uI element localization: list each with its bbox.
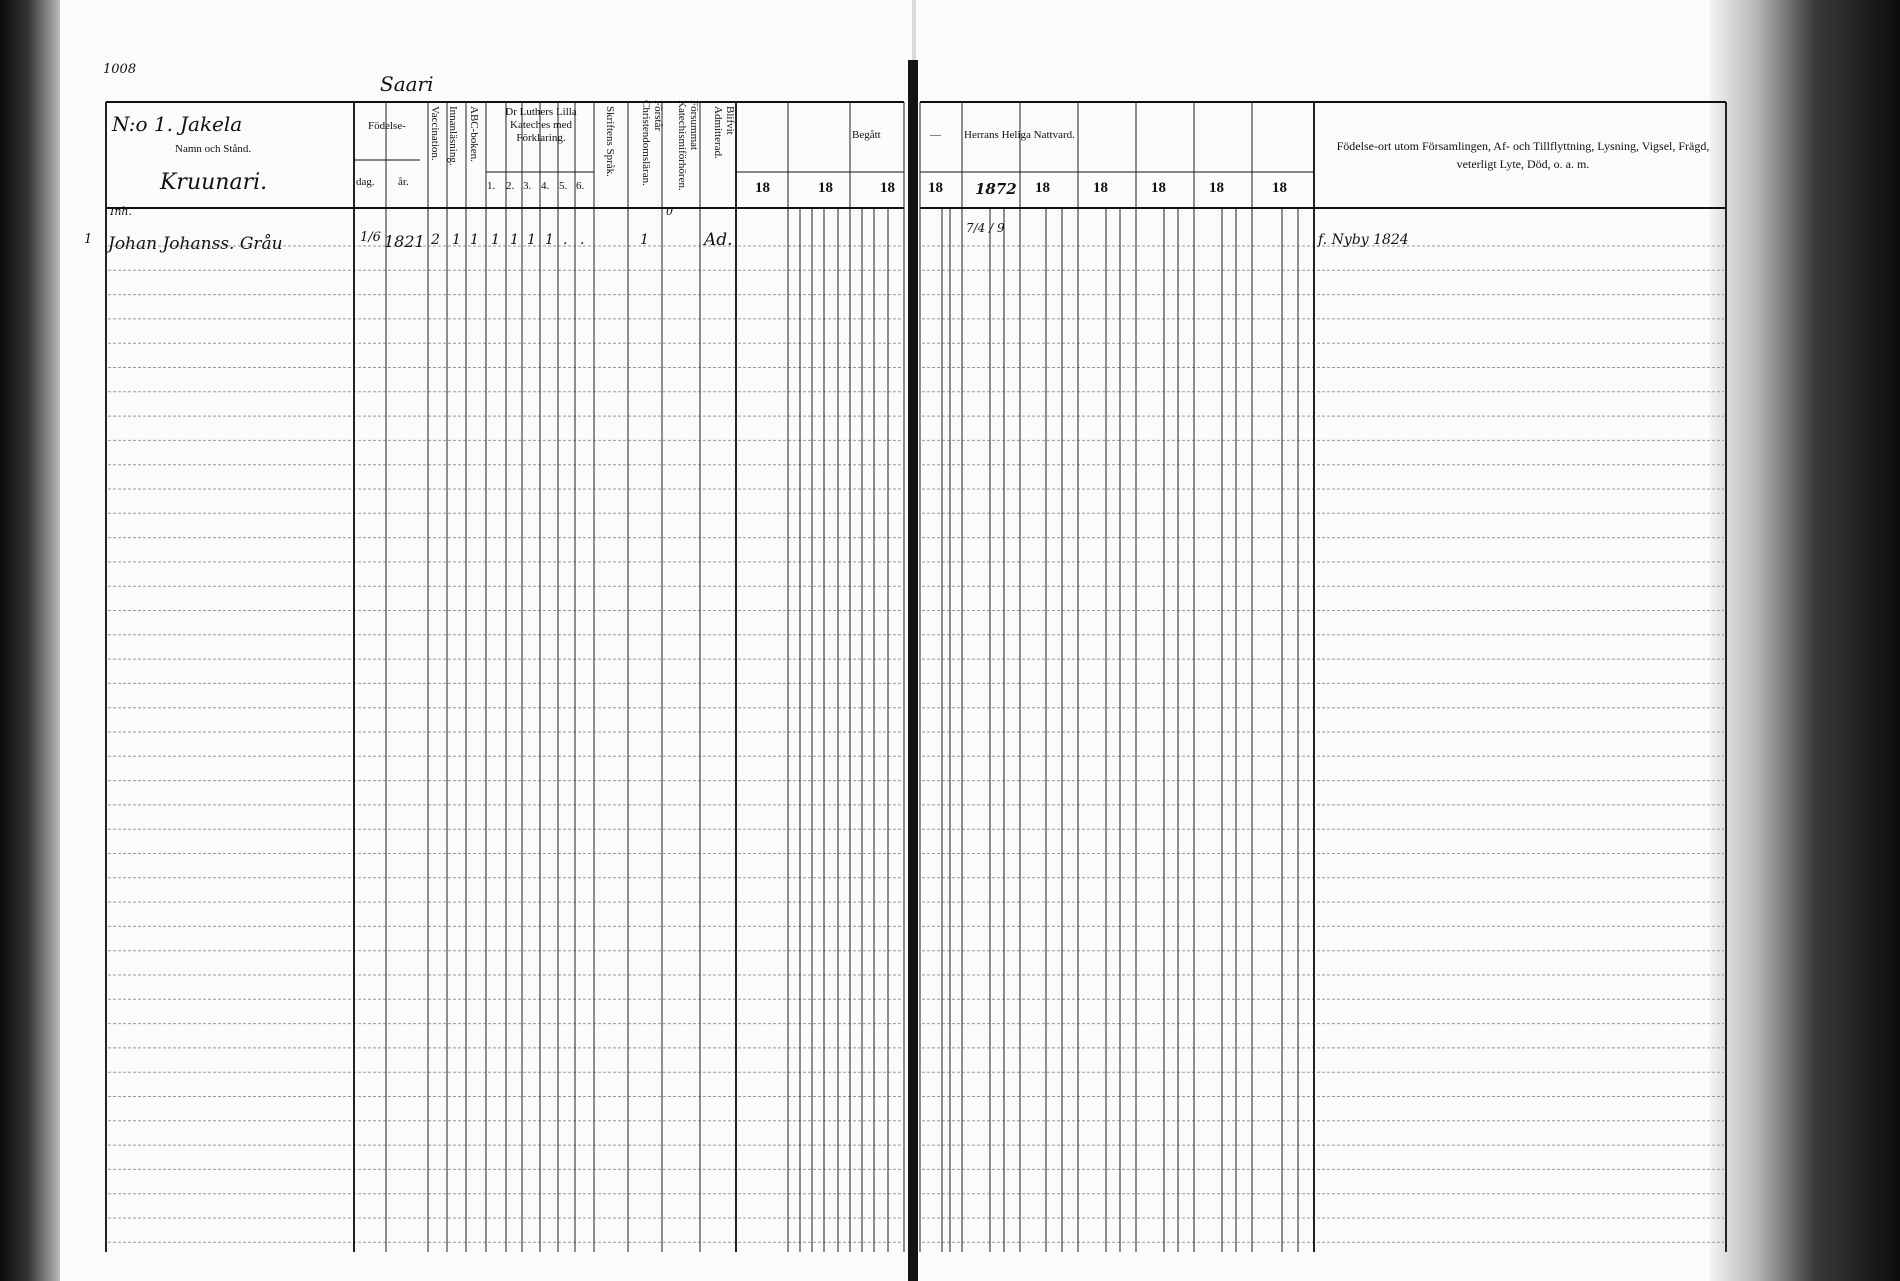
household-name: Jakela bbox=[180, 112, 243, 136]
entry-title-note: Inh. bbox=[110, 205, 133, 218]
household-number: N:o 1. bbox=[112, 112, 174, 136]
catechism-col-4: 4. bbox=[541, 180, 550, 192]
header-birth-group: Födelse- bbox=[368, 120, 406, 132]
header-skriftens: Skriftens Språk. bbox=[604, 106, 616, 177]
year-header-5: 1872 bbox=[975, 180, 1017, 198]
entry-catechism-6: . bbox=[580, 232, 585, 248]
header-catechism: Dr Luthers Lilla Kateches med Förklaring. bbox=[505, 106, 577, 144]
header-dash: — bbox=[930, 129, 941, 141]
entry-vaccination: 2 bbox=[431, 232, 440, 248]
catechism-col-5: 5. bbox=[559, 180, 568, 192]
entry-communion-1872: 7/4 / 9 bbox=[966, 221, 1005, 235]
entry-remarks: f. Nyby 1824 bbox=[1318, 232, 1409, 248]
entry-catechism-3: 1 bbox=[527, 232, 536, 248]
entry-birth-year: 1821 bbox=[384, 232, 425, 251]
header-birth-year: år. bbox=[398, 176, 409, 188]
farm-type: Kruunari. bbox=[160, 170, 268, 195]
header-remarks: Födelse-ort utom Församlingen, Af- och Tillflyttning, Lysning, Vigsel, Frägd, veterligt Lyte, Död, o. a. m. bbox=[1336, 139, 1710, 171]
header-vaccination: Vaccination. bbox=[429, 106, 441, 161]
year-header-3: 18 bbox=[880, 180, 895, 196]
entry-catechism-5: . bbox=[563, 232, 568, 248]
header-blifvit: Blifvit Admitterad. bbox=[712, 106, 736, 159]
entry-catechism-1: 1 bbox=[491, 232, 500, 248]
entry-forsummat: 0 bbox=[666, 205, 673, 218]
header-abc: ABC-boken. bbox=[468, 106, 480, 162]
entry-row-number: 1 bbox=[84, 232, 93, 247]
header-begatt: Begått bbox=[852, 129, 881, 141]
year-header-8: 18 bbox=[1151, 180, 1166, 196]
header-innanlasning: Innanläsning. bbox=[447, 106, 459, 166]
year-header-4: 18 bbox=[928, 180, 943, 196]
catechism-col-2: 2. bbox=[506, 180, 515, 192]
year-header-1: 18 bbox=[755, 180, 770, 196]
entry-abc: 1 bbox=[470, 232, 479, 248]
entry-birth-day: 1/6 bbox=[360, 230, 381, 245]
header-birth-day: dag. bbox=[356, 176, 375, 188]
year-header-10: 18 bbox=[1272, 180, 1287, 196]
catechism-col-1: 1. bbox=[487, 180, 496, 192]
entry-name: Johan Johanss. Gråu bbox=[108, 234, 283, 254]
year-header-9: 18 bbox=[1209, 180, 1224, 196]
catechism-col-6: 6. bbox=[576, 180, 585, 192]
year-header-6: 18 bbox=[1035, 180, 1050, 196]
entry-innanlasning: 1 bbox=[452, 232, 461, 248]
year-header-2: 18 bbox=[818, 180, 833, 196]
header-forsummat: Försummat Katechismiförhören. bbox=[676, 100, 700, 191]
catechism-col-3: 3. bbox=[523, 180, 532, 192]
village-name: Saari bbox=[380, 72, 434, 96]
year-header-7: 18 bbox=[1093, 180, 1108, 196]
entry-blifvit: Ad. bbox=[704, 230, 733, 250]
header-forstar: Förstår Christendomsläran. bbox=[640, 100, 664, 186]
entry-catechism-2: 1 bbox=[510, 232, 519, 248]
entry-forstar: 1 bbox=[640, 232, 649, 248]
header-nattvard: Herrans Heliga Nattvard. bbox=[964, 129, 1075, 141]
entry-catechism-4: 1 bbox=[545, 232, 554, 248]
page-number: 1008 bbox=[103, 62, 137, 77]
header-name-col: Namn och Stånd. bbox=[175, 143, 252, 155]
